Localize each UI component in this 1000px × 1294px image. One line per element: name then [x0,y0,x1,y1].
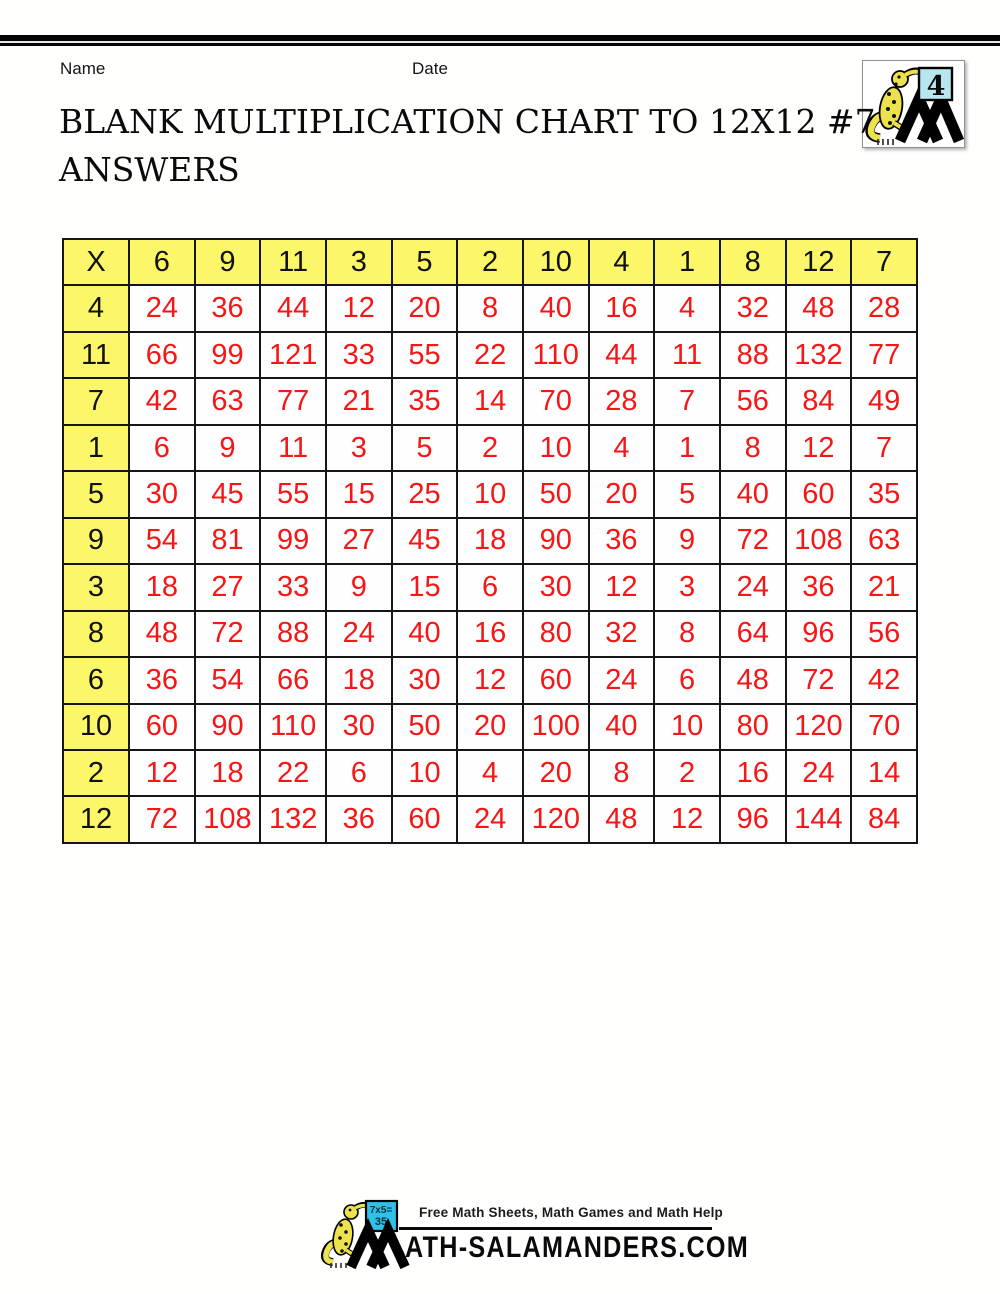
product-cell: 80 [720,704,786,750]
row-header-cell: 2 [63,750,129,796]
product-cell: 66 [260,657,326,703]
product-cell: 132 [260,796,326,843]
row-header-cell: 1 [63,425,129,471]
product-cell: 40 [523,285,589,331]
product-cell: 16 [457,611,523,657]
product-cell: 12 [654,796,720,843]
col-header-cell: 11 [260,239,326,285]
page-title-line1: BLANK MULTIPLICATION CHART TO 12X12 #7 [59,102,876,141]
product-cell: 72 [720,518,786,564]
product-cell: 44 [589,332,655,378]
product-cell: 84 [851,796,917,843]
product-cell: 20 [589,471,655,517]
product-cell: 8 [654,611,720,657]
table-row [63,332,917,378]
product-cell: 60 [786,471,852,517]
product-cell: 108 [195,796,261,843]
product-cell: 27 [326,518,392,564]
product-cell: 16 [720,750,786,796]
product-cell: 7 [654,378,720,424]
product-cell: 56 [720,378,786,424]
product-cell: 22 [260,750,326,796]
product-cell: 60 [129,704,195,750]
product-cell: 25 [392,471,458,517]
product-cell: 33 [326,332,392,378]
row-header-cell: 9 [63,518,129,564]
product-cell: 77 [851,332,917,378]
product-cell: 55 [260,471,326,517]
table-row [63,564,917,610]
equation-line1: 7x5= [369,1205,393,1216]
product-cell: 18 [195,750,261,796]
product-cell: 24 [589,657,655,703]
col-header-cell: 9 [195,239,261,285]
table-row [63,611,917,657]
product-cell: 6 [326,750,392,796]
product-cell: 48 [589,796,655,843]
product-cell: 30 [129,471,195,517]
product-cell: 72 [195,611,261,657]
grade-number-board [919,68,952,102]
product-cell: 32 [720,285,786,331]
footer-tagline: Free Math Sheets, Math Games and Math Help [419,1205,723,1220]
product-cell: 56 [851,611,917,657]
table-row [63,285,917,331]
product-cell: 5 [392,425,458,471]
product-cell: 15 [326,471,392,517]
table-row [63,750,917,796]
product-cell: 42 [851,657,917,703]
product-cell: 70 [851,704,917,750]
product-cell: 14 [851,750,917,796]
product-cell: 12 [326,285,392,331]
product-cell: 132 [786,332,852,378]
product-cell: 7 [851,425,917,471]
product-cell: 60 [523,657,589,703]
product-cell: 16 [589,285,655,331]
equation-line2: 35 [374,1216,388,1228]
product-cell: 36 [195,285,261,331]
product-cell: 24 [786,750,852,796]
product-cell: 64 [720,611,786,657]
product-cell: 5 [654,471,720,517]
product-cell: 99 [260,518,326,564]
product-cell: 100 [523,704,589,750]
product-cell: 14 [457,378,523,424]
product-cell: 96 [720,796,786,843]
col-header-cell: 1 [654,239,720,285]
product-cell: 63 [195,378,261,424]
product-cell: 45 [195,471,261,517]
name-label: Name [60,59,106,78]
row-header-cell: 10 [63,704,129,750]
product-cell: 3 [654,564,720,610]
product-cell: 99 [195,332,261,378]
col-header-cell: 12 [786,239,852,285]
product-cell: 88 [260,611,326,657]
product-cell: 20 [523,750,589,796]
product-cell: 110 [260,704,326,750]
brand-name: ATH-SALAMANDERS.COM [405,1231,750,1264]
product-cell: 90 [523,518,589,564]
table-row [63,518,917,564]
product-cell: 54 [129,518,195,564]
product-cell: 12 [786,425,852,471]
top-divider-thin-line [0,43,1000,46]
row-header-cell: 7 [63,378,129,424]
table-row [63,378,917,424]
product-cell: 21 [326,378,392,424]
product-cell: 4 [654,285,720,331]
product-cell: 8 [720,425,786,471]
product-cell: 11 [654,332,720,378]
product-cell: 30 [523,564,589,610]
product-cell: 60 [392,796,458,843]
product-cell: 35 [392,378,458,424]
product-cell: 36 [129,657,195,703]
product-cell: 77 [260,378,326,424]
product-cell: 49 [851,378,917,424]
product-cell: 9 [195,425,261,471]
col-header-cell: 4 [589,239,655,285]
table-row [63,657,917,703]
multiplication-table [62,238,918,844]
product-cell: 44 [260,285,326,331]
product-cell: 10 [457,471,523,517]
product-cell: 66 [129,332,195,378]
product-cell: 50 [523,471,589,517]
footer-logo [320,1196,410,1276]
page-title [59,98,879,194]
product-cell: 40 [589,704,655,750]
product-cell: 50 [392,704,458,750]
product-cell: 72 [129,796,195,843]
col-header-cell: 6 [129,239,195,285]
product-cell: 2 [457,425,523,471]
product-cell: 55 [392,332,458,378]
product-cell: 40 [720,471,786,517]
product-cell: 12 [129,750,195,796]
product-cell: 30 [326,704,392,750]
product-cell: 81 [195,518,261,564]
col-header-cell: 8 [720,239,786,285]
logo-m-icon [900,99,959,141]
col-header-cell: 10 [523,239,589,285]
product-cell: 120 [523,796,589,843]
product-cell: 48 [129,611,195,657]
product-cell: 36 [589,518,655,564]
product-cell: 32 [589,611,655,657]
product-cell: 108 [786,518,852,564]
product-cell: 27 [195,564,261,610]
product-cell: 110 [523,332,589,378]
product-cell: 22 [457,332,523,378]
col-header-cell: 7 [851,239,917,285]
product-cell: 6 [457,564,523,610]
product-cell: 45 [392,518,458,564]
footer-divider-line [399,1227,712,1230]
product-cell: 4 [589,425,655,471]
product-cell: 88 [720,332,786,378]
product-cell: 84 [786,378,852,424]
row-header-cell: 6 [63,657,129,703]
product-cell: 28 [589,378,655,424]
product-cell: 21 [851,564,917,610]
product-cell: 144 [786,796,852,843]
product-cell: 121 [260,332,326,378]
product-cell: 96 [786,611,852,657]
product-cell: 10 [654,704,720,750]
product-cell: 36 [786,564,852,610]
col-header-cell: 2 [457,239,523,285]
table-row [63,471,917,517]
product-cell: 4 [457,750,523,796]
grade-number: 4 [926,71,946,102]
product-cell: 48 [786,285,852,331]
product-cell: 33 [260,564,326,610]
product-cell: 20 [392,285,458,331]
footer-logo-illustration [320,1196,410,1271]
product-cell: 24 [129,285,195,331]
product-cell: 12 [589,564,655,610]
product-cell: 15 [392,564,458,610]
product-cell: 120 [786,704,852,750]
product-cell: 18 [457,518,523,564]
product-cell: 24 [326,611,392,657]
product-cell: 40 [392,611,458,657]
product-cell: 8 [457,285,523,331]
product-cell: 35 [851,471,917,517]
row-header-cell: 8 [63,611,129,657]
product-cell: 48 [720,657,786,703]
col-header-cell: 3 [326,239,392,285]
product-cell: 70 [523,378,589,424]
product-cell: 20 [457,704,523,750]
product-cell: 80 [523,611,589,657]
product-cell: 2 [654,750,720,796]
product-cell: 12 [457,657,523,703]
product-cell: 63 [851,518,917,564]
table-row [63,796,917,843]
product-cell: 3 [326,425,392,471]
page-title-line2: ANSWERS [59,150,240,189]
table-row [63,425,917,471]
product-cell: 8 [589,750,655,796]
row-header-cell: 4 [63,285,129,331]
row-header-cell: 5 [63,471,129,517]
product-cell: 18 [326,657,392,703]
product-cell: 36 [326,796,392,843]
date-label: Date [412,59,448,78]
product-cell: 24 [720,564,786,610]
logo-m-icon [351,1230,405,1267]
product-cell: 30 [392,657,458,703]
product-cell: 42 [129,378,195,424]
product-cell: 9 [654,518,720,564]
corner-cell: X [63,239,129,285]
row-header-cell: 12 [63,796,129,843]
table-header-row [63,239,917,285]
product-cell: 10 [392,750,458,796]
product-cell: 6 [129,425,195,471]
col-header-cell: 5 [392,239,458,285]
top-divider [0,35,1000,46]
product-cell: 90 [195,704,261,750]
product-cell: 9 [326,564,392,610]
product-cell: 6 [654,657,720,703]
product-cell: 28 [851,285,917,331]
product-cell: 24 [457,796,523,843]
product-cell: 1 [654,425,720,471]
row-header-cell: 11 [63,332,129,378]
product-cell: 72 [786,657,852,703]
row-header-cell: 3 [63,564,129,610]
product-cell: 11 [260,425,326,471]
table-row [63,704,917,750]
product-cell: 18 [129,564,195,610]
product-cell: 54 [195,657,261,703]
product-cell: 10 [523,425,589,471]
